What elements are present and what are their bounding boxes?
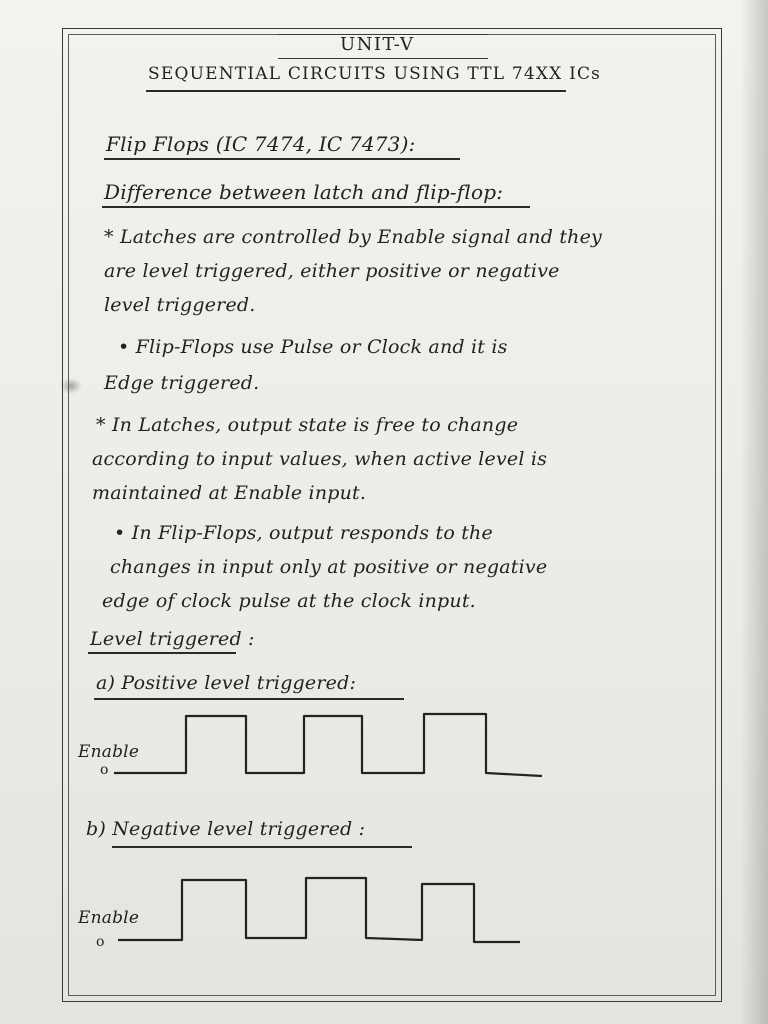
- difference-heading: Difference between latch and flip-flop:: [104, 180, 504, 204]
- origin-mark-positive: o: [100, 762, 109, 778]
- p1-line-3: level triggered.: [104, 294, 256, 316]
- p3-line-3: maintained at Enable input.: [92, 482, 367, 504]
- level-triggered-heading: Level triggered :: [90, 628, 255, 650]
- positive-level-heading: a) Positive level triggered:: [96, 672, 357, 694]
- p1-line-1: * Latches are controlled by Enable signal and they: [104, 226, 602, 248]
- flip-flops-heading: Flip Flops (IC 7474, IC 7473):: [106, 132, 416, 156]
- unit-heading: UNIT-V: [340, 34, 415, 55]
- p4-line-2: changes in input only at positive or negative: [110, 556, 548, 578]
- p2-line-2: Edge triggered.: [104, 372, 260, 394]
- negative-level-heading: b) Negative level triggered :: [86, 818, 366, 840]
- p4-line-1: • In Flip-Flops, output responds to the: [114, 522, 493, 544]
- origin-mark-negative: o: [96, 934, 105, 950]
- enable-label-positive: Enable: [78, 742, 140, 762]
- enable-label-negative: Enable: [78, 908, 140, 928]
- page-title: SEQUENTIAL CIRCUITS USING TTL 74XX ICs: [148, 64, 602, 84]
- p4-line-3: edge of clock pulse at the clock input.: [102, 590, 476, 612]
- p2-line-1: • Flip-Flops use Pulse or Clock and it is: [118, 336, 508, 358]
- p1-line-2: are level triggered, either positive or negative: [104, 260, 560, 282]
- p3-line-2: according to input values, when active level is: [92, 448, 548, 470]
- p3-line-1: * In Latches, output state is free to change: [96, 414, 519, 436]
